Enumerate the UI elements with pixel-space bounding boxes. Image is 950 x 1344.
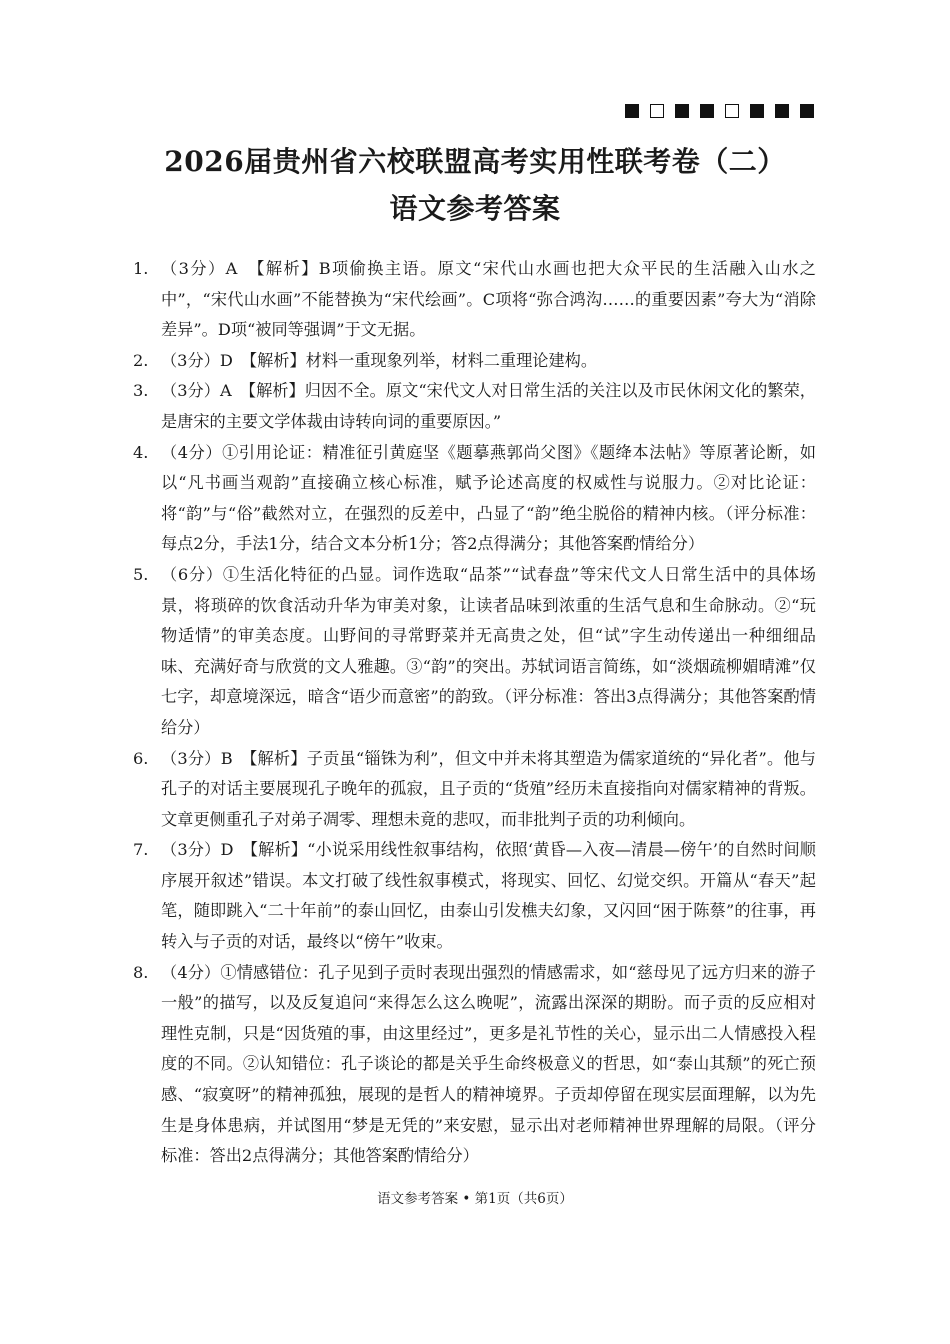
answer-number: 7. — [133, 840, 149, 860]
answer-text: （3分）D 【解析】材料一重现象列举，材料二重理论建构。 — [161, 350, 598, 370]
answer-text: （3分）A 【解析】归因不全。原文“宋代文人对日常生活的关注以及市民休闲文化的繁荣，是唐宋的主要文学体裁由诗转向词的重要原因。” — [161, 381, 816, 431]
answer-item-4 — [133, 438, 816, 560]
answer-item-8 — [133, 958, 816, 1172]
answer-item-2 — [133, 346, 816, 377]
answer-key-title: 语文参考答案 — [389, 192, 561, 225]
code-mark — [725, 104, 739, 118]
answer-text: （4分）①情感错位：孔子见到子贡时表现出强烈的情感需求，如“慈母见了远方归来的游子一般”的描写，以及反复追问“来得怎么这么晚呢”，流露出深深的期盼。而子贡的反应相对理性克制，只是“因货殖的事，由这里经过”，更多是礼节性的关心，显示出二人情感投入程度的不同。②认知错位：孔子谈论的都是关乎生命终极意义的哲思，如“泰山其颓”的死亡预感、“寂寞呀”的精神孤独，展现的是哲人的精神境界。子贡却停留在现实层面理解，以为先生是身体患病，并试图用“梦是无凭的”来安慰，显示出对老师精神世界理解的局限。（评分标准：答出2点得满分；其他答案酌情给分） — [161, 962, 816, 1166]
answer-text: （3分）B 【解析】子贡虽“锱铢为利”，但文中并未将其塑造为儒家道统的“异化者”。他与孔子的对话主要展现孔子晚年的孤寂，且子贡的“货殖”经历未直接指向对儒家精神的背叛。文章更侧重孔子对弟子凋零、理想未竟的悲叹，而非批判子贡的功利倾向。 — [161, 748, 816, 829]
answer-number: 8. — [133, 962, 149, 982]
answer-number: 1. — [133, 259, 149, 278]
code-mark — [775, 104, 789, 118]
answer-item-1 — [133, 254, 816, 346]
exam-code-marks — [625, 104, 814, 118]
answer-item-7 — [133, 835, 816, 957]
answer-list — [133, 254, 816, 1172]
answer-text: （6分）①生活化特征的凸显。词作选取“品茶”“试春盘”等宋代文人日常生活中的具体场景，将琐碎的饮食活动升华为审美对象，让读者品味到浓重的生活气息和生命脉动。②“玩物适情”的审美态度。山野间的寻常野菜并无高贵之处，但“试”字生动传递出一种细细品味、充满好奇与欣赏的文人雅趣。③“韵”的突出。苏轼词语言简练，如“淡烟疏柳媚晴滩”仅七字，却意境深远，暗含“语少而意密”的韵致。（评分标准：答出3点得满分；其他答案酌情给分） — [161, 564, 816, 737]
code-mark — [625, 104, 639, 118]
answer-text: （3分）D 【解析】“小说采用线性叙事结构，依照‘黄昏—入夜—清晨—傍午’的自然时间顺序展开叙述”错误。本文打破了线性叙事模式，将现实、回忆、幻觉交织。开篇从“春天”起笔，随即跳入“二十年前”的泰山回忆，由泰山引发樵夫幻象，又闪回“困于陈蔡”的往事，再转入与子贡的对话，最终以“傍午”收束。 — [161, 840, 816, 952]
answer-text: （4分）①引用论证：精准征引黄庭坚《题摹燕郭尚父图》《题绛本法帖》等原著论断，如以“凡书画当观韵”直接确立核心标准，赋予论述高度的权威性与说服力。②对比论证：将“韵”与“俗”截然对立，在强烈的反差中，凸显了“韵”绝尘脱俗的精神内核。（评分标准：每点2分，手法1分，结合文本分析1分；答2点得满分；其他答案酌情给分） — [161, 442, 816, 554]
answer-text: （3分）A 【解析】B项偷换主语。原文“宋代山水画也把大众平民的生活融入山水之中”，“宋代山水画”不能替换为“宋代绘画”。C项将“弥合鸿沟……的重要因素”夸大为“消除差异”。D项“被同等强调”于文无据。 — [161, 259, 816, 340]
code-mark — [700, 104, 714, 118]
code-mark — [750, 104, 764, 118]
answer-item-6 — [133, 744, 816, 836]
code-mark — [800, 104, 814, 118]
code-mark — [675, 104, 689, 118]
answer-item-3 — [133, 376, 816, 437]
answer-number: 5. — [133, 564, 149, 584]
page-footer: 语文参考答案 • 第1页（共6页） — [377, 1191, 573, 1207]
exam-title: 2026届贵州省六校联盟高考实用性联考卷（二） — [164, 145, 786, 178]
answer-number: 2. — [133, 350, 149, 370]
code-mark — [650, 104, 664, 118]
answer-number: 3. — [133, 381, 149, 401]
answer-item-5 — [133, 560, 816, 744]
answer-number: 6. — [133, 748, 149, 768]
answer-number: 4. — [133, 442, 149, 462]
